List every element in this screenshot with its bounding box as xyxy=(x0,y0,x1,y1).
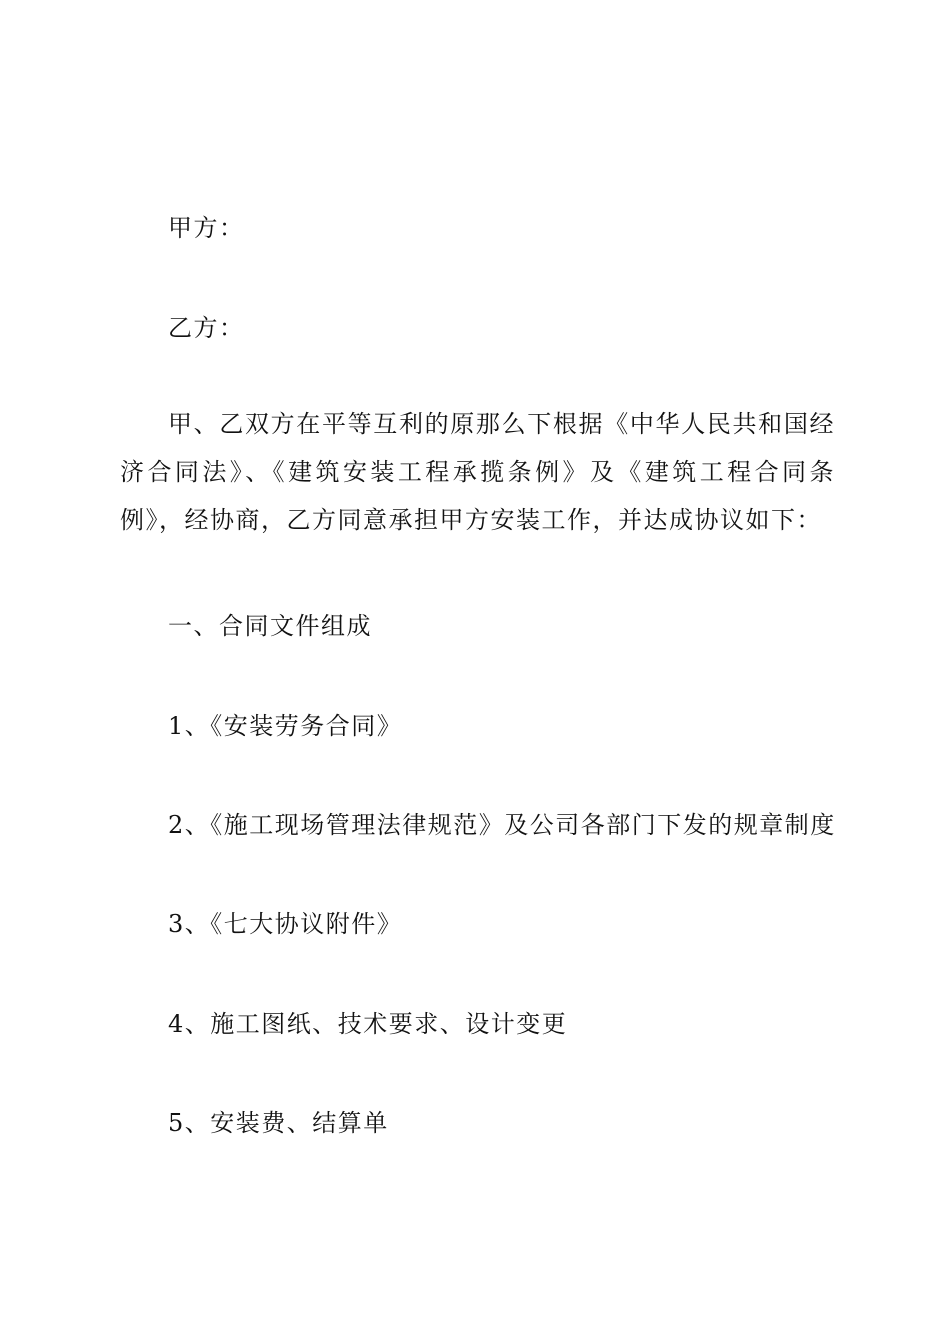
party-b-label: 乙方： xyxy=(168,314,245,342)
intro-paragraph: 甲、乙双方在平等互利的原那么下根据《中华人民共和国经济合同法》、《建筑安装工程承揽条例》及《建筑工程合同条例》，经协商，乙方同意承担甲方安装工作，并达成协议如下： xyxy=(120,410,835,534)
list-item-3: 3、《七大协议附件》 xyxy=(168,910,403,938)
list-item-5: 5、安装费、结算单 xyxy=(168,1109,389,1137)
party-a-label: 甲方： xyxy=(168,214,245,242)
list-item-4: 4、施工图纸、技术要求、设计变更 xyxy=(168,1010,568,1038)
list-item-2: 2、《施工现场管理法律规范》及公司各部门下发的规章制度 xyxy=(168,811,836,839)
list-item-1: 1、《安装劳务合同》 xyxy=(168,712,403,740)
section-heading-contract-documents: 一、合同文件组成 xyxy=(168,612,372,640)
